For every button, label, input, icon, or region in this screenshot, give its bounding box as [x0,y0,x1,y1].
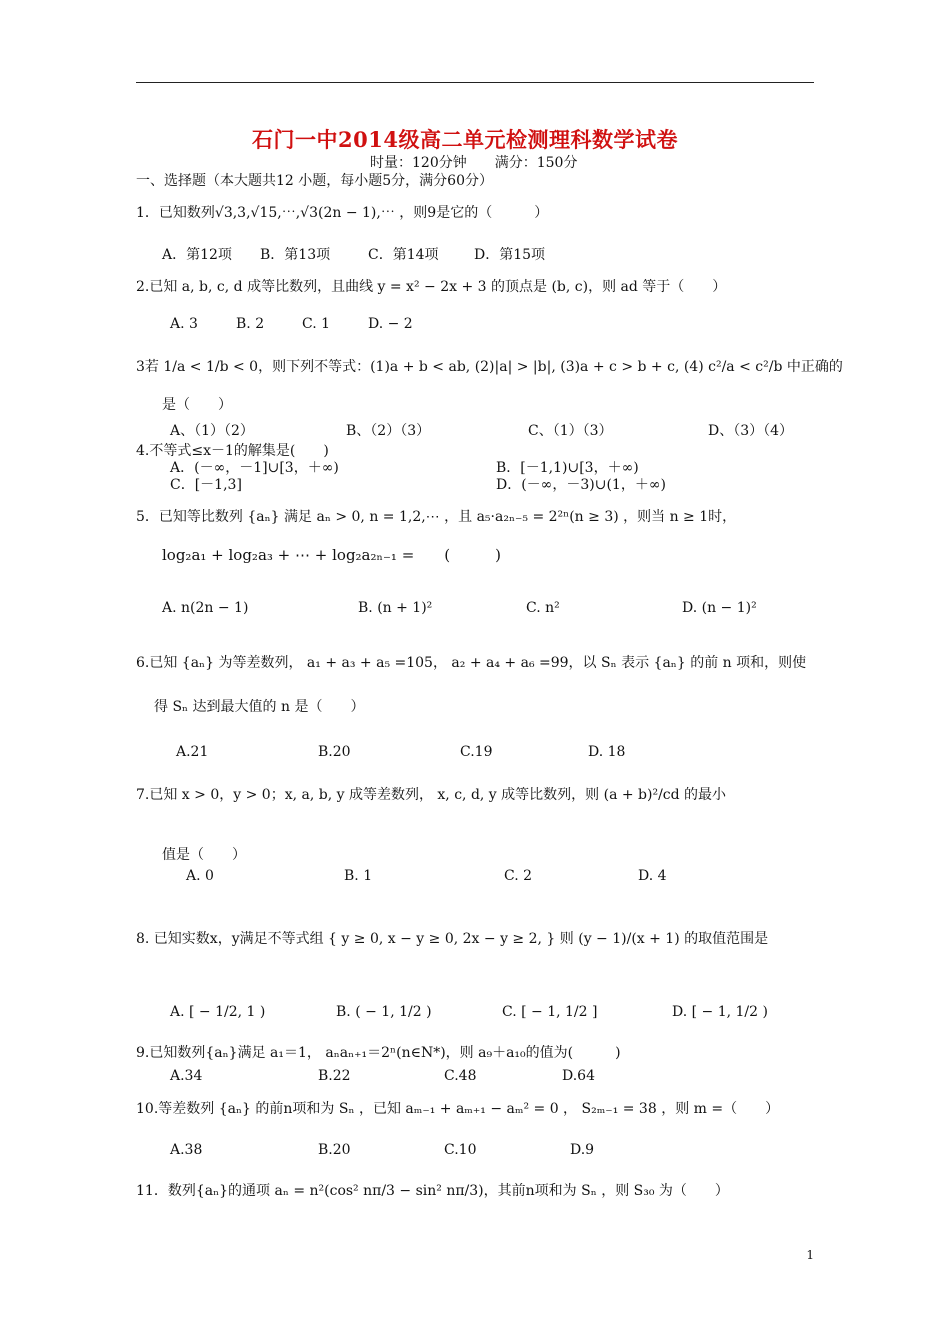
q4-option-b: B．[－1,1)∪[3，＋∞) [496,460,639,476]
q2-option-d: D. − 2 [368,316,413,332]
question-4-stem: 4.不等式≤x－1的解集是( ) [136,443,329,459]
question-11-stem: 11．数列{aₙ}的通项 aₙ = n²(cos² nπ/3 − sin² nπ/3)，其前n项和为 Sₙ ，则 S₃₀ 为（ ） [136,1183,729,1199]
q3-option-c: C、（1）（3） [528,423,613,439]
q7-option-d: D. 4 [638,868,667,884]
q9-option-b: B.22 [318,1068,351,1084]
q1-option-c: C．第14项 [368,247,439,263]
question-1-stem: 1．已知数列√3,3,√15,⋯,√3(2n − 1),⋯ ，则9是它的（ ） [136,205,549,221]
q9-option-a: A.34 [170,1068,203,1084]
question-6-stem-cont: 得 Sₙ 达到最大值的 n 是（ ） [154,699,365,715]
q7-option-c: C. 2 [504,868,533,884]
question-7-stem: 7.已知 x > 0，y > 0；x, a, b, y 成等差数列， x, c, d, y 成等比数列，则 (a + b)²/cd 的最小 [136,787,727,803]
q10-option-b: B.20 [318,1142,351,1158]
q10-option-a: A.38 [170,1142,203,1158]
question-3-stem-cont: 是（ ） [162,397,232,413]
q1-option-b: B．第13项 [260,247,331,263]
q5-option-d: D. (n − 1)² [682,600,757,616]
exam-meta: 时量：120分钟 满分：150分 [370,155,578,171]
q6-option-a: A.21 [176,744,209,760]
q5-option-a: A. n(2n − 1) [162,600,249,616]
q3-option-d: D、（3）（4） [708,423,794,439]
question-10-stem: 10.等差数列 {aₙ} 的前n项和为 Sₙ ，已知 aₘ₋₁ + aₘ₊₁ − aₘ² = 0 ， S₂ₘ₋₁ = 38 ，则 m =（ ） [136,1101,780,1117]
header-rule [136,82,814,83]
q2-option-a: A. 3 [170,316,198,332]
question-7-stem-cont: 值是（ ） [162,847,246,863]
question-5-stem: 5．已知等比数列 {aₙ} 满足 aₙ > 0, n = 1,2,⋯ ，且 a₅·a₂ₙ₋₅ = 2²ⁿ(n ≥ 3) ，则当 n ≥ 1时， [136,509,737,525]
q8-option-a: A. [ − 1/2, 1 ) [170,1004,266,1020]
q10-option-c: C.10 [444,1142,477,1158]
q7-option-a: A. 0 [186,868,214,884]
question-2-stem: 2.已知 a, b, c, d 成等比数列，且曲线 y = x² − 2x + 3 的顶点是 (b, c)，则 ad 等于（ ） [136,279,727,295]
q2-option-c: C. 1 [302,316,331,332]
q9-option-c: C.48 [444,1068,477,1084]
q1-option-d: D．第15项 [474,247,546,263]
q9-option-d: D.64 [562,1068,595,1084]
page-number: 1 [806,1248,814,1262]
question-3-stem: 3若 1/a < 1/b < 0，则下列不等式：(1)a + b < ab, (2)|a| > |b|, (3)a + c > b + c, (4) c²/a < c²/b 中正确的 [136,359,843,375]
exam-title: 石门一中2014级高二单元检测理科数学试卷 [252,127,678,152]
q2-option-b: B. 2 [236,316,265,332]
q4-option-c: C．[－1,3] [170,477,242,493]
q10-option-d: D.9 [570,1142,595,1158]
q6-option-c: C.19 [460,744,493,760]
q5-option-c: C. n² [526,600,560,616]
q4-option-d: D．(－∞，－3)∪(1，＋∞) [496,477,666,493]
q6-option-d: D. 18 [588,744,626,760]
q8-option-b: B. ( − 1, 1/2 ) [336,1004,432,1020]
q3-option-a: A、（1）（2） [170,423,254,439]
q5-option-b: B. (n + 1)² [358,600,433,616]
question-8-stem: 8. 已知实数x，y满足不等式组 { y ≥ 0, x − y ≥ 0, 2x − y ≥ 2, } 则 (y − 1)/(x + 1) 的取值范围是 [136,931,769,947]
q3-option-b: B、（2）（3） [346,423,431,439]
q8-option-c: C. [ − 1, 1/2 ] [502,1004,598,1020]
q6-option-b: B.20 [318,744,351,760]
q4-option-a: A．(－∞，－1]∪[3，＋∞) [170,460,339,476]
question-5-formula: log₂a₁ + log₂a₃ + ⋯ + log₂a₂ₙ₋₁ = ( ) [162,546,501,564]
q8-option-d: D. [ − 1, 1/2 ) [672,1004,768,1020]
q1-option-a: A．第12项 [162,247,232,263]
question-6-stem: 6.已知 {aₙ} 为等差数列， a₁ + a₃ + a₅ =105， a₂ + a₄ + a₆ =99，以 Sₙ 表示 {aₙ} 的前 n 项和，则使 [136,655,807,671]
question-9-stem: 9.已知数列{aₙ}满足 a₁＝1， aₙaₙ₊₁＝2ⁿ(n∈N*)，则 a₉＋a₁₀的值为( ) [136,1045,621,1061]
q7-option-b: B. 1 [344,868,373,884]
section-heading: 一、选择题（本大题共12 小题，每小题5分，满分60分） [136,173,493,189]
